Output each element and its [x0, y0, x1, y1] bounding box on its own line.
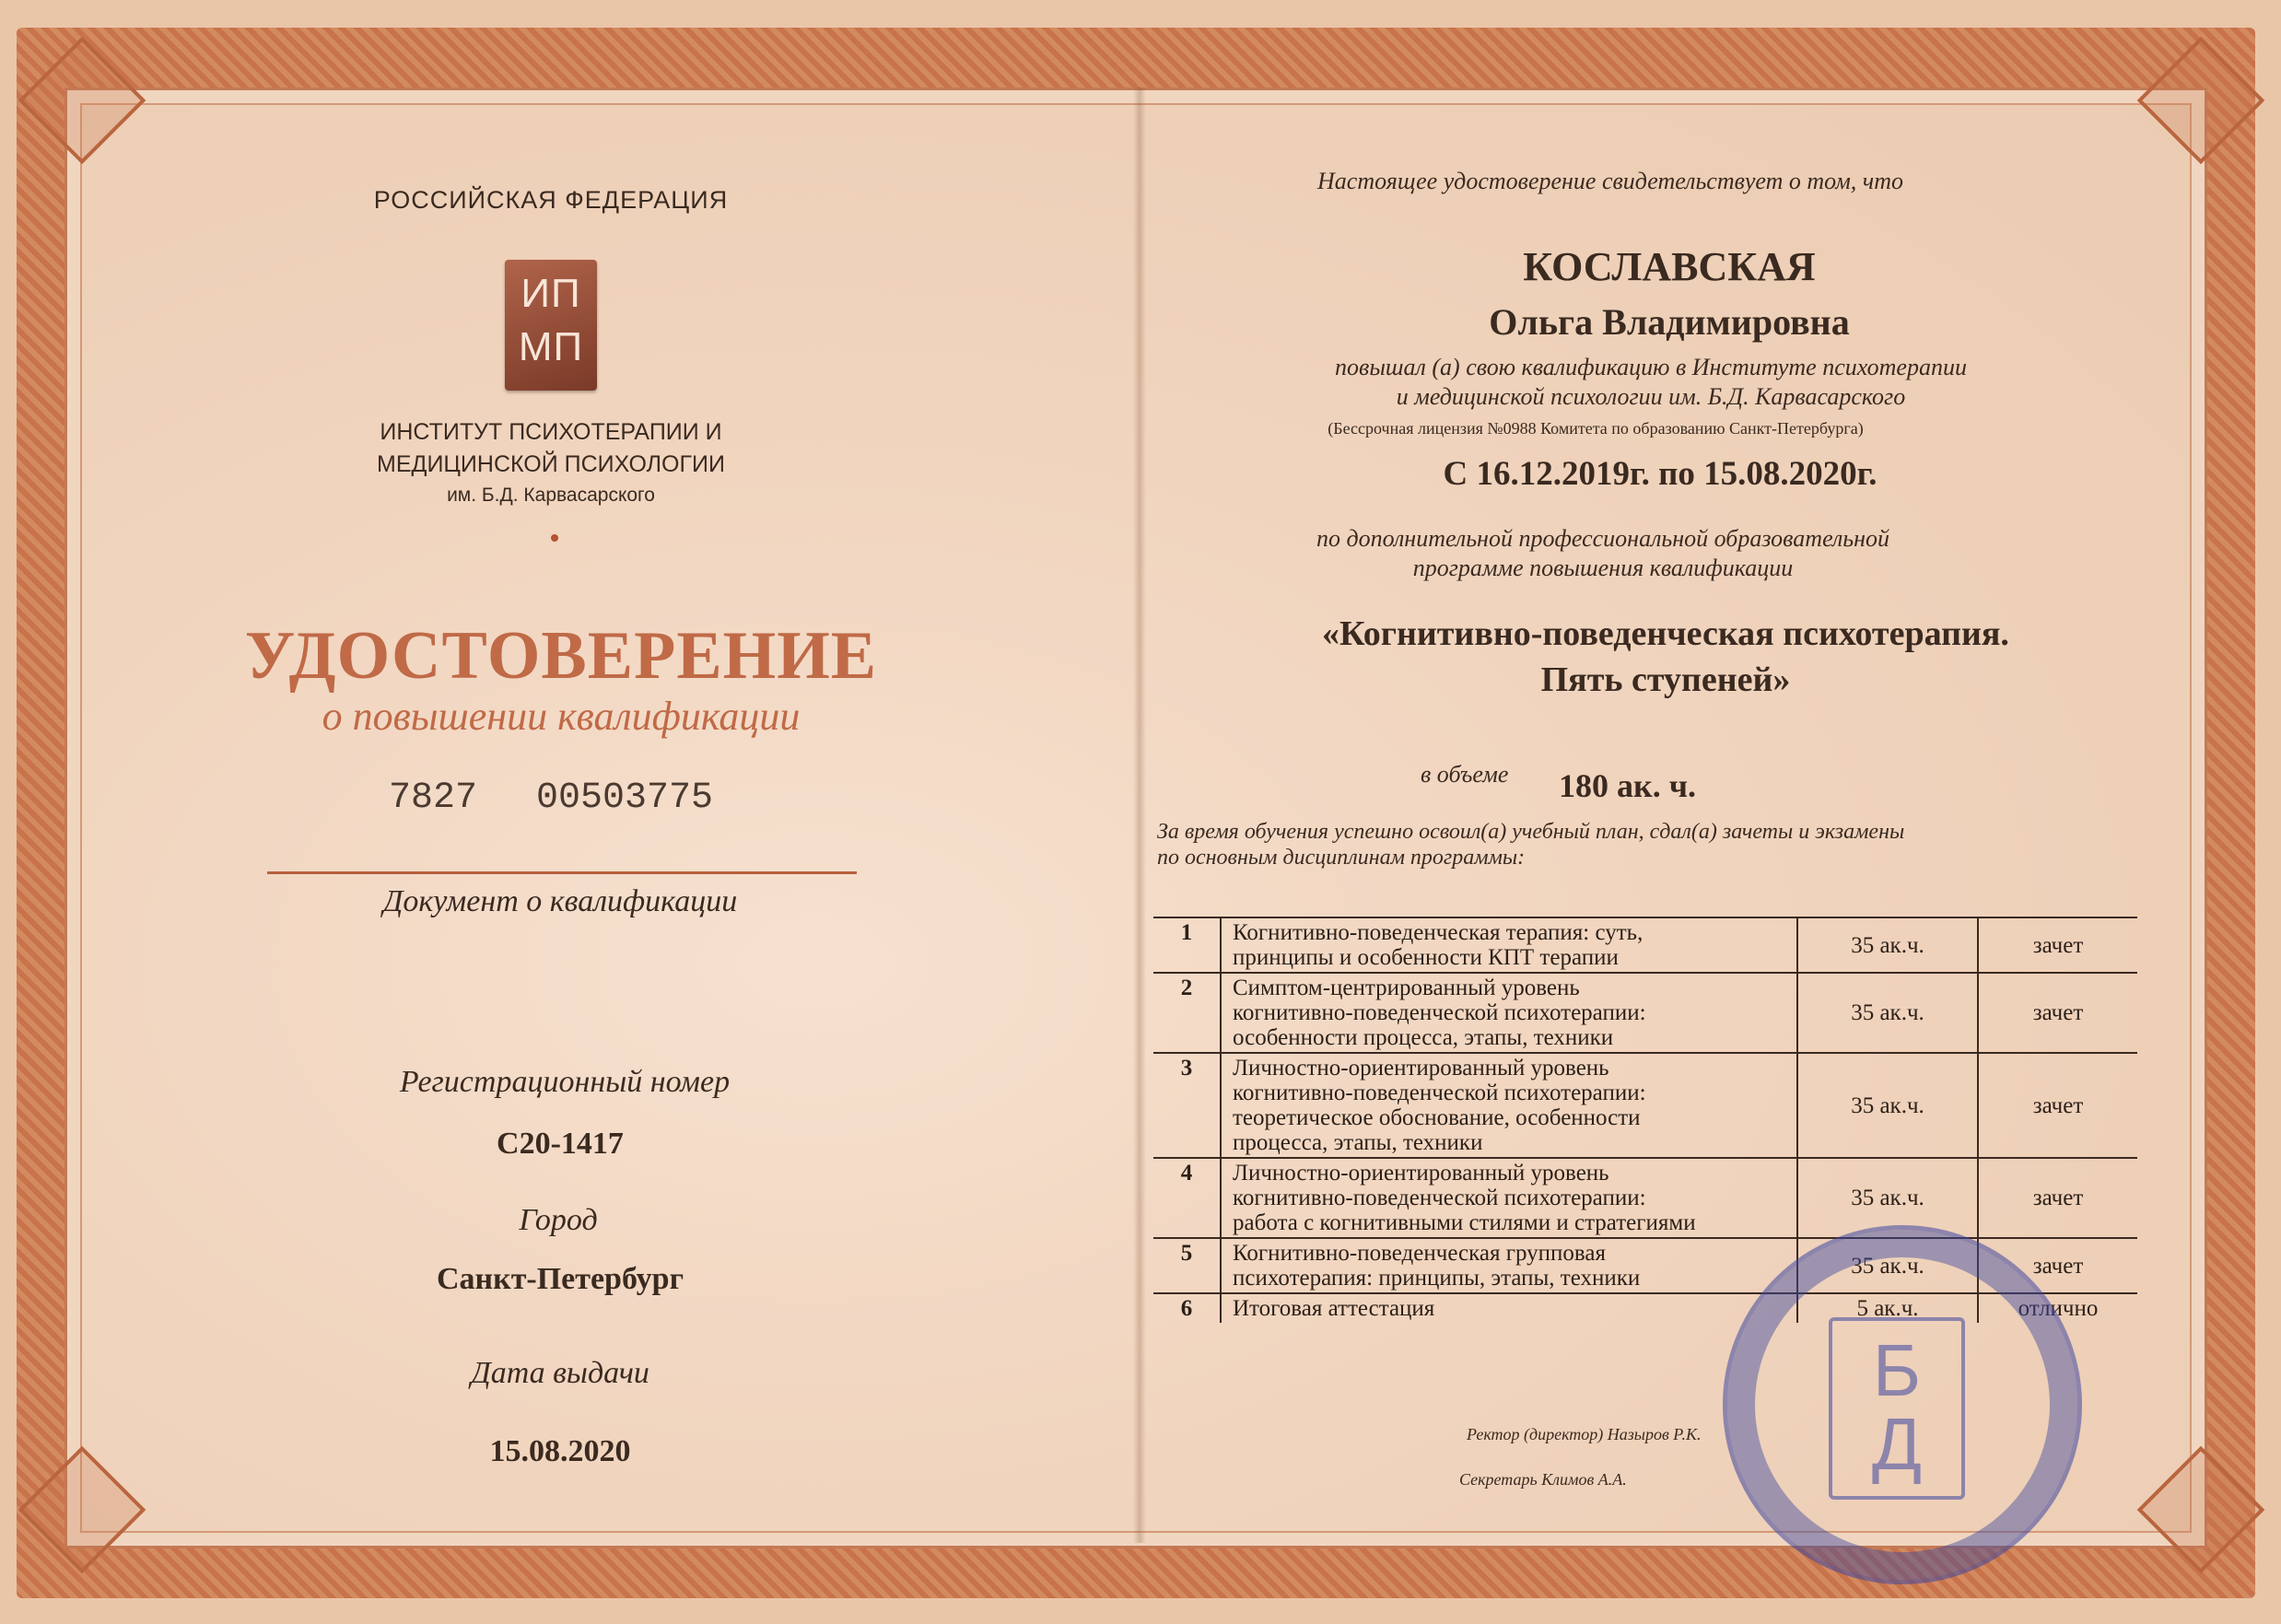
table-row: [1153, 1053, 2137, 1158]
issue-date-label: Дата выдачи: [471, 1356, 649, 1390]
center-fold: [1133, 88, 1146, 1543]
license-note: (Бессрочная лицензия №0988 Комитета по образованию Санкт-Петербурга): [1328, 419, 1864, 438]
institute-name-line2: МЕДИЦИНСКОЙ ПСИХОЛОГИИ: [377, 451, 725, 477]
discipline-name-line: теоретическое обоснование, особенности: [1233, 1105, 1641, 1130]
document-series: 7827: [389, 777, 478, 819]
table-row: [1153, 1158, 2137, 1238]
discipline-name: [1221, 917, 1797, 973]
study-summary-line2: по основным дисциплинам программы:: [1157, 846, 1526, 870]
discipline-name-line: когнитивно-поведенческой психотерапии:: [1233, 1081, 1646, 1105]
document-subtitle: о повышении квалификации: [322, 694, 801, 739]
issue-date-value: 15.08.2020: [489, 1434, 631, 1468]
discipline-name-line: психотерапия: принципы, этапы, техники: [1233, 1266, 1641, 1291]
discipline-name-line: когнитивно-поведенческой психотерапии:: [1233, 1186, 1646, 1210]
registration-number: С20-1417: [497, 1127, 624, 1161]
discipline-number: 6: [1153, 1293, 1221, 1323]
course-title-line1: «Когнитивно-поведенческая психотерапия.: [1322, 614, 2009, 653]
discipline-name-line: Личностно-ориентированный уровень: [1233, 1161, 1609, 1186]
document-type: Документ о квалификации: [382, 884, 738, 918]
discipline-hours: 35 ак.ч.: [1797, 1158, 1978, 1238]
discipline-number: 1: [1153, 917, 1221, 973]
registration-label: Регистрационный номер: [399, 1065, 731, 1099]
qualification-line2: и медицинской психологии им. Б.Д. Карвасарского: [1396, 383, 1906, 410]
discipline-result: зачет: [1978, 973, 2137, 1053]
title-divider: [267, 871, 857, 874]
holder-given-names: Ольга Владимировна: [1489, 301, 1850, 343]
program-line1: по дополнительной профессиональной образовательной: [1316, 525, 1890, 552]
rector-signature-line: Ректор (директор) Назыров Р.К.: [1467, 1425, 1702, 1443]
discipline-name-line: Личностно-ориентированный уровень: [1233, 1056, 1609, 1081]
country-name: РОССИЙСКАЯ ФЕДЕРАЦИЯ: [373, 186, 729, 214]
certificate-intro: Настоящее удостоверение свидетельствует о том, что: [1317, 168, 1903, 194]
table-row: [1153, 917, 2137, 973]
study-summary-line1: За время обучения успешно освоил(а) учебный план, сдал(а) зачеты и экзамены: [1157, 820, 1905, 844]
discipline-result: зачет: [1978, 1238, 2137, 1293]
discipline-number: 3: [1153, 1053, 1221, 1158]
discipline-number: 2: [1153, 973, 1221, 1053]
discipline-hours: 5 ак.ч.: [1797, 1293, 1978, 1323]
decorative-dot: [551, 534, 558, 542]
discipline-name: [1221, 973, 1797, 1053]
discipline-name-line: Когнитивно-поведенческая групповая: [1233, 1241, 1607, 1266]
discipline-name: [1221, 1053, 1797, 1158]
volume-label: в объеме: [1421, 761, 1509, 788]
discipline-name-line: Когнитивно-поведенческая терапия: суть,: [1233, 920, 1643, 945]
institute-logo: [505, 260, 597, 391]
discipline-hours: 35 ак.ч.: [1797, 1238, 1978, 1293]
institute-name-line3: им. Б.Д. Карвасарского: [447, 485, 655, 506]
city-label: Город: [519, 1203, 598, 1237]
discipline-result: отлично: [1978, 1293, 2137, 1323]
holder-surname: КОСЛАВСКАЯ: [1523, 244, 1816, 289]
logo-text-top: ИП: [521, 271, 581, 316]
qualification-line1: повышал (а) свою квалификацию в Институте психотерапии: [1335, 354, 1967, 380]
discipline-name-line: принципы и особенности КПТ терапии: [1233, 945, 1619, 970]
seal-stamp-emblem: Б Д: [1829, 1317, 1965, 1500]
secretary-signature-line: Секретарь Климов А.А.: [1459, 1470, 1627, 1489]
document-title: УДОСТОВЕРЕНИЕ: [244, 618, 878, 694]
discipline-name-line: Симптом-центрированный уровень: [1233, 976, 1580, 1000]
table-row: [1153, 973, 2137, 1053]
study-period: С 16.12.2019г. по 15.08.2020г.: [1443, 455, 1877, 493]
discipline-number: 4: [1153, 1158, 1221, 1238]
discipline-result: зачет: [1978, 917, 2137, 973]
discipline-name: [1221, 1293, 1797, 1323]
discipline-name: [1221, 1158, 1797, 1238]
discipline-name-line: когнитивно-поведенческой психотерапии:: [1233, 1000, 1646, 1025]
discipline-name-line: процесса, этапы, техники: [1233, 1130, 1483, 1155]
discipline-result: зачет: [1978, 1053, 2137, 1158]
city-value: Санкт-Петербург: [436, 1262, 684, 1296]
discipline-hours: 35 ак.ч.: [1797, 1053, 1978, 1158]
discipline-name: [1221, 1238, 1797, 1293]
discipline-result: зачет: [1978, 1158, 2137, 1238]
discipline-hours: 35 ак.ч.: [1797, 917, 1978, 973]
discipline-name-line: Итоговая аттестация: [1233, 1296, 1435, 1321]
program-line2: программе повышения квалификации: [1412, 555, 1794, 581]
document-number: 00503775: [536, 777, 714, 819]
course-title-line2: Пять ступеней»: [1540, 660, 1791, 699]
volume-value: 180 ак. ч.: [1559, 767, 1697, 804]
discipline-name-line: работа с когнитивными стилями и стратегиями: [1233, 1210, 1696, 1235]
discipline-name-line: особенности процесса, этапы, техники: [1233, 1025, 1614, 1050]
discipline-hours: 35 ак.ч.: [1797, 973, 1978, 1053]
institute-name-line1: ИНСТИТУТ ПСИХОТЕРАПИИ И: [380, 419, 722, 445]
logo-text-bottom: МП: [518, 324, 584, 369]
discipline-number: 5: [1153, 1238, 1221, 1293]
